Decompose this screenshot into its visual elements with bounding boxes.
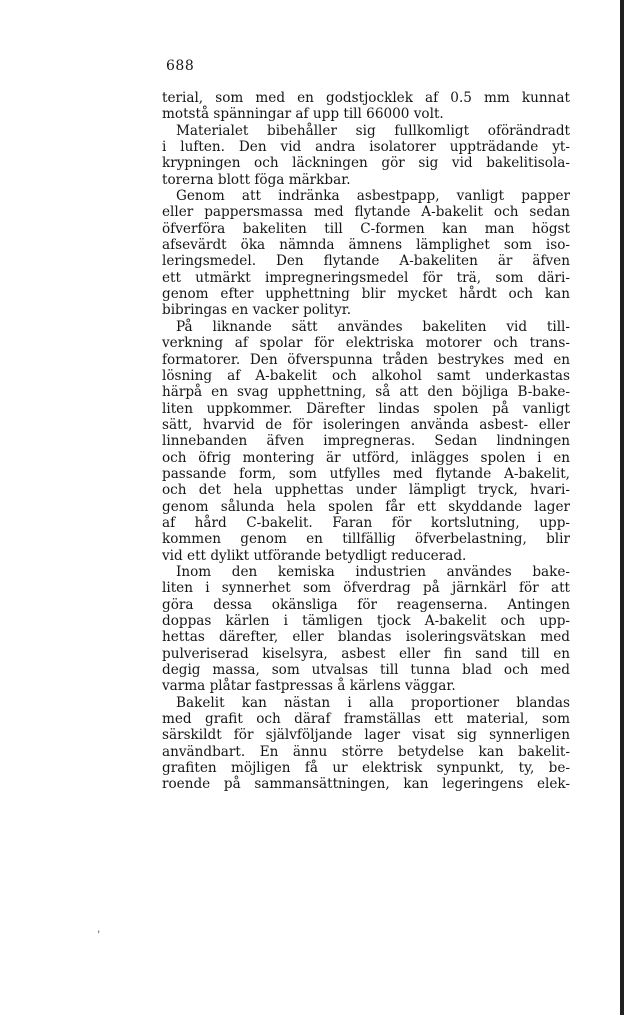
text-line: i luften. Den vid andra isolatorer uppträdande yt-: [162, 139, 570, 156]
text-line: doppas kärlen i tämligen tjock A-bakelit och upp-: [162, 613, 570, 629]
text-line: och öfrig montering är utförd, inlägges spolen i en: [162, 449, 570, 466]
stray-mark: ,: [93, 923, 102, 936]
body-text: [162, 90, 570, 793]
text-line: Bakelit kan nästan i alla proportioner blandas: [176, 694, 570, 711]
text-line: Genom att indränka asbestpapp, vanligt papper: [176, 188, 570, 205]
text-line: terial, som med en godstjocklek af 0.5 mm kunnat: [162, 90, 570, 106]
text-line: öfverföra bakeliten till C-formen kan man högst: [162, 220, 570, 237]
text-line: Materialet bibehåller sig fullkomligt oförändradt: [176, 122, 570, 139]
text-line: härpå en svag upphettning, så att den böjliga B-bake-: [162, 384, 570, 401]
text-line: linnebanden äfven impregneras. Sedan lindningen: [162, 433, 570, 450]
text-line: bibringas en vacker polityr.: [162, 302, 352, 319]
text-line: genom efter upphettning blir mycket hårdt och kan: [162, 286, 570, 303]
text-line: liten i synnerhet som öfverdrag på järnkärl för att: [162, 580, 570, 597]
page-number: 688: [166, 58, 195, 74]
text-line: passande form, som utfylles med flytande A-bakelit,: [162, 465, 570, 482]
text-line: På liknande sätt användes bakeliten vid till-: [176, 318, 570, 335]
text-line: Inom den kemiska industrien användes bake-: [176, 563, 570, 580]
text-line: pulveriserad kiselsyra, asbest eller fin sand till en: [162, 645, 570, 662]
text-line: kommen genom en tillfällig öfverbelastning, blir: [162, 531, 570, 548]
text-line: lösning af A-bakelit och alkohol samt underkastas: [162, 367, 570, 384]
text-line: eller pappersmassa med flytande A-bakelit och sedan: [162, 204, 570, 221]
text-line: af hård C-bakelit. Faran för kortslutning, upp-: [162, 514, 570, 531]
text-line: särskildt för självföljande lager visat sig synnerligen: [162, 727, 570, 744]
text-line: roende på sammansättningen, kan legeringens elek-: [162, 776, 570, 793]
page-edge-line: [620, 0, 624, 1015]
text-line: motstå spänningar af upp till 66000 volt.: [162, 106, 444, 123]
text-line: vid ett dylikt utförande betydligt reducerad.: [162, 547, 467, 564]
text-line: med grafit och däraf framställas ett material, som: [162, 711, 570, 728]
text-line: varma plåtar fastpressas å kärlens väggar.: [162, 678, 456, 695]
text-line: sätt, hvarvid de för isoleringen använda asbest- eller: [162, 416, 570, 433]
text-line: genom sålunda hela spolen får ett skyddande lager: [162, 498, 570, 515]
text-line: torerna blott föga märkbar.: [162, 171, 351, 188]
text-line: hettas därefter, eller blandas isoleringsvätskan med: [162, 629, 570, 646]
text-line: formatorer. Den öfverspunna tråden bestrykes med en: [162, 351, 570, 368]
text-line: leringsmedel. Den flytande A-bakeliten är äfven: [162, 253, 570, 270]
text-line: och det hela upphettas under lämpligt tryck, hvari-: [162, 482, 570, 499]
text-line: verkning af spolar för elektriska motorer och trans-: [162, 335, 570, 352]
text-line: krypningen och läckningen gör sig vid bakelitisola-: [162, 155, 570, 172]
text-line: degig massa, som utvalsas till tunna blad och med: [162, 662, 570, 679]
text-line: ett utmärkt impregneringsmedel för trä, som däri-: [162, 269, 570, 286]
text-line: användbart. En ännu större betydelse kan bakelit-: [162, 743, 570, 760]
text-line: grafiten möjligen få ur elektrisk synpunkt, ty, be-: [162, 760, 570, 777]
text-line: göra dessa okänsliga för reagenserna. Antingen: [162, 596, 570, 613]
text-line: liten uppkommer. Därefter lindas spolen på vanligt: [162, 400, 570, 417]
text-line: afsevärdt öka nämnda ämnens lämplighet som iso-: [162, 237, 570, 254]
